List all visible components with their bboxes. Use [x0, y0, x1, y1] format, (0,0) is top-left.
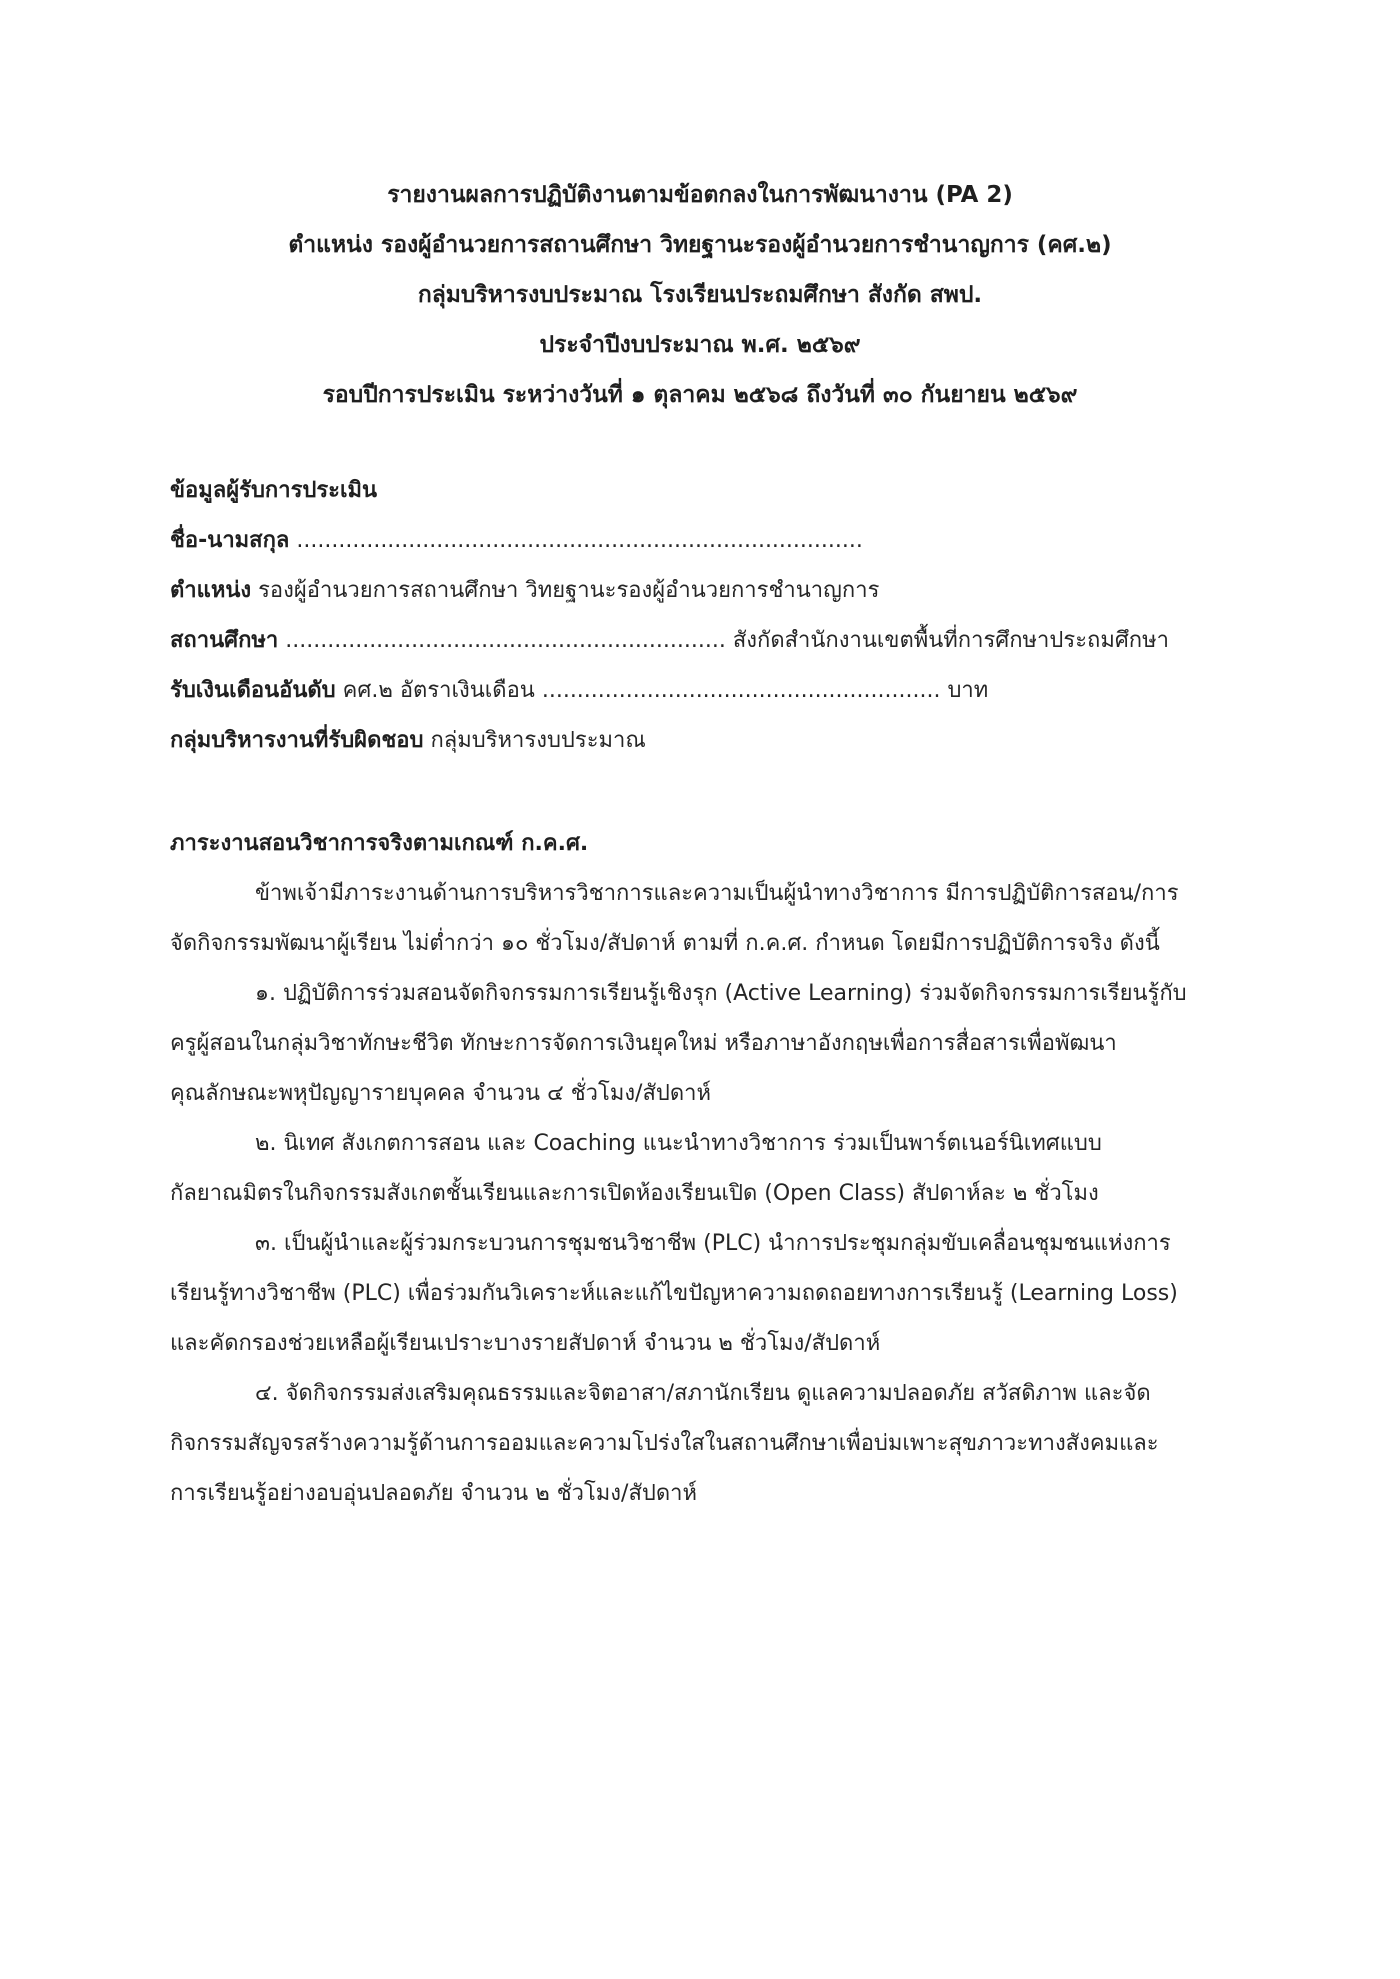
paragraph-line: กัลยาณมิตรในกิจกรรมสังเกตชั้นเรียนและการเปิดห้องเรียนเปิด (Open Class) สัปดาห์ละ ๒ ชั่วโมง [170, 1181, 1099, 1206]
assessee-info-heading: ข้อมูลผู้รับการประเมิน [170, 478, 378, 503]
position-label: ตำแหน่ง [170, 578, 252, 603]
paragraph-line: ๓. เป็นผู้นำและผู้ร่วมกระบวนการชุมชนวิชาชีพ (PLC) นำการประชุมกลุ่มขับเคลื่อนชุมชนแห่งการ [255, 1231, 1171, 1256]
paragraph-line: การเรียนรู้อย่างอบอุ่นปลอดภัย จำนวน ๒ ชั่วโมง/สัปดาห์ [170, 1481, 697, 1506]
responsible-group-field [170, 716, 1230, 766]
title-line-1: รายงานผลการปฏิบัติงานตามข้อตกลงในการพัฒนางาน (PA 2) [387, 182, 1013, 208]
paragraph-line: คุณลักษณะพหุปัญญารายบุคคล จำนวน ๔ ชั่วโมง/สัปดาห์ [170, 1081, 712, 1106]
title-line-4: ประจำปีงบประมาณ พ.ศ. ๒๕๖๙ [539, 332, 861, 358]
name-label: ชื่อ-นามสกุล [170, 528, 290, 553]
school-value: ............................................................... สังกัดสำนักงานเขตพื้นที่การศึกษาประถมศึกษา [278, 628, 1169, 653]
workload-heading: ภาระงานสอนวิชาการจริงตามเกณฑ์ ก.ค.ศ. [170, 831, 589, 856]
name-field [170, 516, 1230, 566]
paragraph-line: เรียนรู้ทางวิชาชีพ (PLC) เพื่อร่วมกันวิเคราะห์และแก้ไขปัญหาความถดถอยทางการเรียนรู้ (Learning Loss) [170, 1281, 1178, 1306]
name-value: ................................................................................. [289, 528, 863, 553]
responsible-group-value: กลุ่มบริหารงบประมาณ [423, 728, 646, 753]
paragraph-line: ครูผู้สอนในกลุ่มวิชาทักษะชีวิต ทักษะการจัดการเงินยุคใหม่ หรือภาษาอังกฤษเพื่อการสื่อสารเพื่อพัฒนา [170, 1031, 1117, 1056]
paragraph-line: จัดกิจกรรมพัฒนาผู้เรียน ไม่ต่ำกว่า ๑๐ ชั่วโมง/สัปดาห์ ตามที่ ก.ค.ศ. กำหนด โดยมีการปฏิบัติการจริง ดังนี้ [170, 931, 1160, 956]
paragraph-line: ๒. นิเทศ สังเกตการสอน และ Coaching แนะนำทางวิชาการ ร่วมเป็นพาร์ตเนอร์นิเทศแบบ [255, 1131, 1102, 1156]
paragraph-line: ๑. ปฏิบัติการร่วมสอนจัดกิจกรรมการเรียนรู้เชิงรุก (Active Learning) ร่วมจัดกิจกรรมการเรียนรู้กับ [255, 981, 1187, 1006]
salary-label: รับเงินเดือนอันดับ [170, 678, 336, 703]
item-2-paragraph [170, 1119, 1230, 1219]
report-title [0, 170, 1400, 420]
item-4-paragraph [170, 1369, 1230, 1519]
salary-value: คศ.๒ อัตราเงินเดือน ......................................................... บาท [335, 678, 989, 703]
paragraph-line: ข้าพเจ้ามีภาระงานด้านการบริหารวิชาการและความเป็นผู้นำทางวิชาการ มีการปฏิบัติการสอน/การ [255, 881, 1179, 906]
responsible-group-label: กลุ่มบริหารงานที่รับผิดชอบ [170, 728, 424, 753]
title-line-3: กลุ่มบริหารงบประมาณ โรงเรียนประถมศึกษา สังกัด สพป. [417, 282, 983, 308]
school-field [170, 616, 1230, 666]
title-line-2: ตำแหน่ง รองผู้อำนวยการสถานศึกษา วิทยฐานะรองผู้อำนวยการชำนาญการ (คศ.๒) [288, 232, 1112, 258]
school-label: สถานศึกษา [170, 628, 279, 653]
paragraph-line: และคัดกรองช่วยเหลือผู้เรียนเปราะบางรายสัปดาห์ จำนวน ๒ ชั่วโมง/สัปดาห์ [170, 1331, 881, 1356]
salary-field [170, 666, 1230, 716]
title-line-5: รอบปีการประเมิน ระหว่างวันที่ ๑ ตุลาคม ๒๕๖๘ ถึงวันที่ ๓๐ กันยายน ๒๕๖๙ [322, 382, 1078, 408]
position-value: รองผู้อำนวยการสถานศึกษา วิทยฐานะรองผู้อำนวยการชำนาญการ [251, 578, 880, 603]
position-field [170, 566, 1230, 616]
intro-paragraph [170, 869, 1230, 969]
paragraph-line: ๔. จัดกิจกรรมส่งเสริมคุณธรรมและจิตอาสา/สภานักเรียน ดูแลความปลอดภัย สวัสดิภาพ และจัด [255, 1381, 1151, 1406]
item-3-paragraph [170, 1219, 1230, 1369]
document-body [170, 466, 1230, 1519]
item-1-paragraph [170, 969, 1230, 1119]
section-spacer [170, 766, 1230, 819]
paragraph-line: กิจกรรมสัญจรสร้างความรู้ด้านการออมและความโปร่งใสในสถานศึกษาเพื่อบ่มเพาะสุขภาวะทางสังคมและ [170, 1431, 1159, 1456]
